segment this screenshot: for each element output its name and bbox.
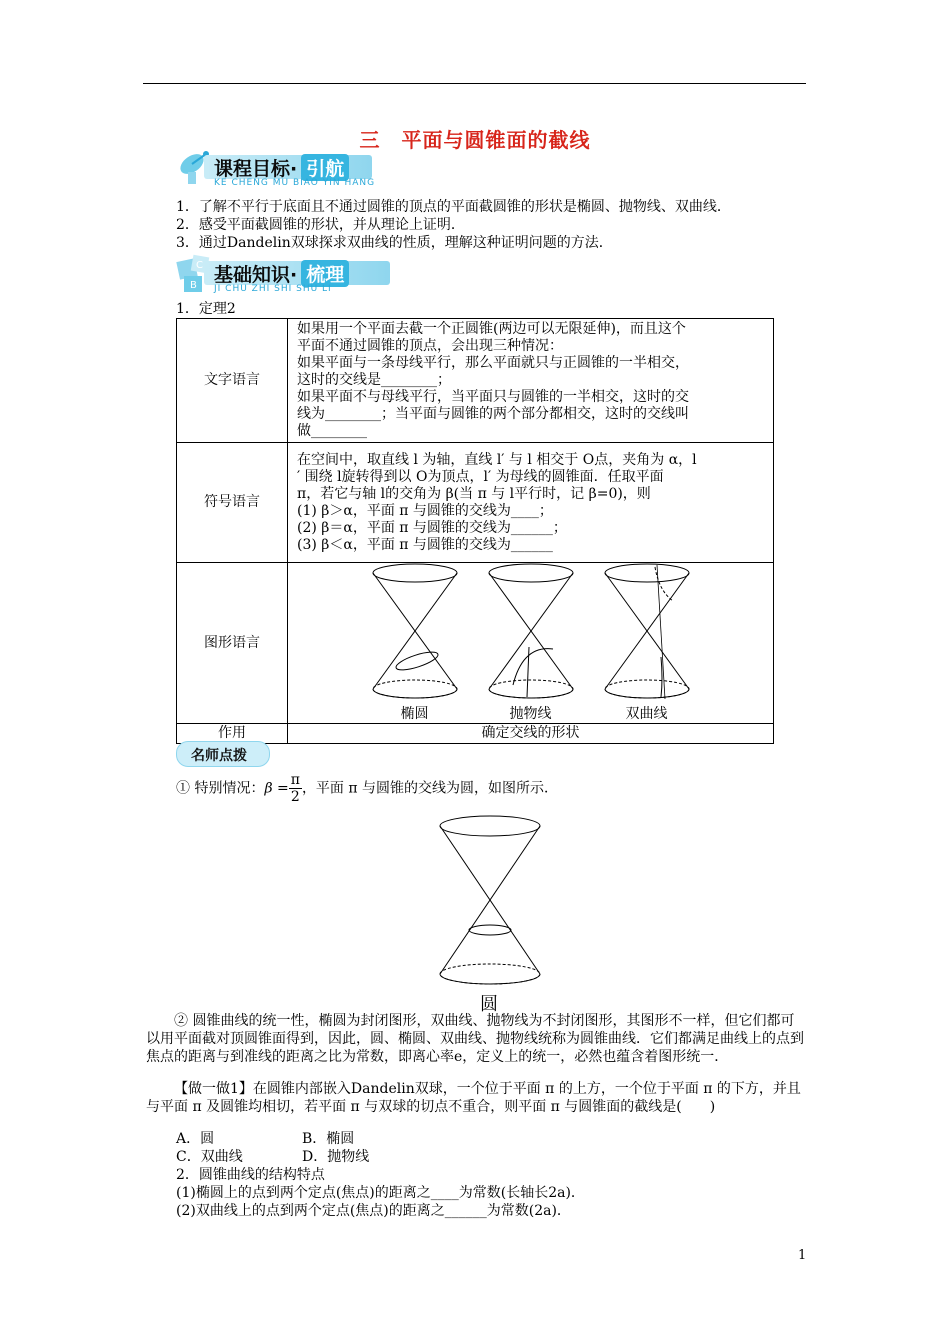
page-title: 三 平面与圆锥面的截线 (359, 128, 591, 152)
parabola-cone-figure (483, 561, 579, 723)
theorem-table (176, 318, 774, 744)
row-label-function: 作用 (177, 724, 288, 744)
banner-basic-knowledge (176, 254, 396, 296)
objective-item: 3．通过Dandelin双球探求双曲线的性质，理解这种证明问题的方法． (176, 235, 613, 251)
figure-caption: 椭圆 (400, 706, 429, 722)
row-label-text-language: 文字语言 (177, 319, 288, 443)
objective-item: 2．感受平面截圆锥的形状，并从理论上证明． (176, 217, 465, 233)
banner-course-goals (176, 148, 376, 190)
header-rule (143, 83, 806, 84)
cone-hyperbola-diagram (599, 561, 695, 701)
cone-parabola-diagram (483, 561, 579, 701)
banner-tag: 梳理 (301, 260, 349, 287)
row-label-figure-language: 图形语言 (177, 563, 288, 724)
note-unity-paragraph: ② 圆锥曲线的统一性，椭圆为封闭图形，双曲线、抛物线为不封闭图形，其图形不一样，但它们都可以用平面截对顶圆锥面得到，因此，圆、椭圆、双曲线、抛物线统称为圆锥曲线．它们都满足曲线上的点到焦点的距离与到准线的距离之比为常数，即离心率e，定义上的统一，必然也蕴含着图形统一． (146, 1013, 804, 1065)
section-heading: 2．圆锥曲线的结构特点 (176, 1167, 325, 1183)
note-special-case: ① 特别情况：β = $\frac{\pi}{2}$，平面 π 与圆锥的交线为圆，如图所示． (176, 772, 559, 805)
row-content-symbol-language: 在空间中，取直线 l 为轴，直线 l′ 与 l 相交于 O点，夹角为 α，l ′ 围绕 l旋转得到以 O为顶点，l′ 为母线的圆锥面．任取平面 π，若它与轴 l的交角为 β(当 π 与 l平行时，记 β=0)，则 (1) β＞α，平面 π 与圆锥的交线为____； (2) β＝α，平面 π 与圆锥的交线为______； (3) β＜α，平面 π 与圆锥的交线为______ (288, 443, 774, 563)
figure-caption: 抛物线 (509, 706, 552, 722)
circle-caption: 圆 (480, 994, 498, 1015)
row-content-function: 确定交线的形状 (288, 724, 774, 744)
svg-text:C: C (196, 260, 203, 271)
option-c: C．双曲线 (176, 1149, 243, 1165)
option-a: A．圆 (176, 1131, 215, 1147)
row-content-figure-language (288, 563, 774, 724)
option-d: D．抛物线 (302, 1149, 370, 1165)
svg-text:B: B (190, 280, 197, 291)
theorem-heading: 1．定理2 (176, 301, 236, 317)
row-content-text-language: 如果用一个平面去截一个正圆锥(两边可以无限延伸)，而且这个 平面不通过圆锥的顶点，会出现三种情况： 如果平面与一条母线平行，那么平面就只与正圆锥的一半相交， 这时的交线是________； 如果平面不与母线平行，当平面只与圆锥的一半相交，这时的交 线为________；当平面与圆锥的两个部分都相交，这时的交线叫 做________ (288, 319, 774, 443)
option-b: B．椭圆 (302, 1131, 355, 1147)
hyperbola-cone-figure (599, 561, 695, 723)
exercise-paragraph: 【做一做1】在圆锥内部嵌入Dandelin双球，一个位于平面 π 的上方，一个位于平面 π 的下方，并且与平面 π 及圆锥均相切，若平面 π 与双球的切点不重合，则平面 π 与圆锥面的截线是( ) (146, 1081, 801, 1115)
figure-caption: 双曲线 (625, 706, 668, 722)
page-number: 1 (798, 1248, 807, 1263)
teacher-tip-badge: 名师点拨 (176, 741, 270, 767)
banner-pinyin: KE CHENG MU BIAO YIN HANG (214, 178, 376, 188)
objective-item: 1．了解不平行于底面且不通过圆锥的顶点的平面截圆锥的形状是椭圆、抛物线、双曲线． (176, 199, 731, 215)
ellipse-cone-figure (367, 561, 463, 723)
banner-title: 基础知识· (214, 264, 298, 286)
row-label-symbol-language: 符号语言 (177, 443, 288, 563)
structure-point: (2)双曲线上的点到两个定点(焦点)的距离之______为常数(2a)． (176, 1203, 571, 1219)
fraction-pi-over-2: $\frac{\pi}{2}$ (290, 772, 300, 805)
cone-ellipse-diagram (367, 561, 463, 701)
banner-title: 课程目标· (214, 158, 298, 180)
structure-point: (1)椭圆上的点到两个定点(焦点)的距离之____为常数(长轴长2a)． (176, 1185, 585, 1201)
banner-pinyin: JI CHU ZHI SHI SHU LI (214, 284, 332, 294)
banner-tag: 引航 (301, 154, 349, 181)
circle-section-cone-diagram (434, 814, 546, 990)
